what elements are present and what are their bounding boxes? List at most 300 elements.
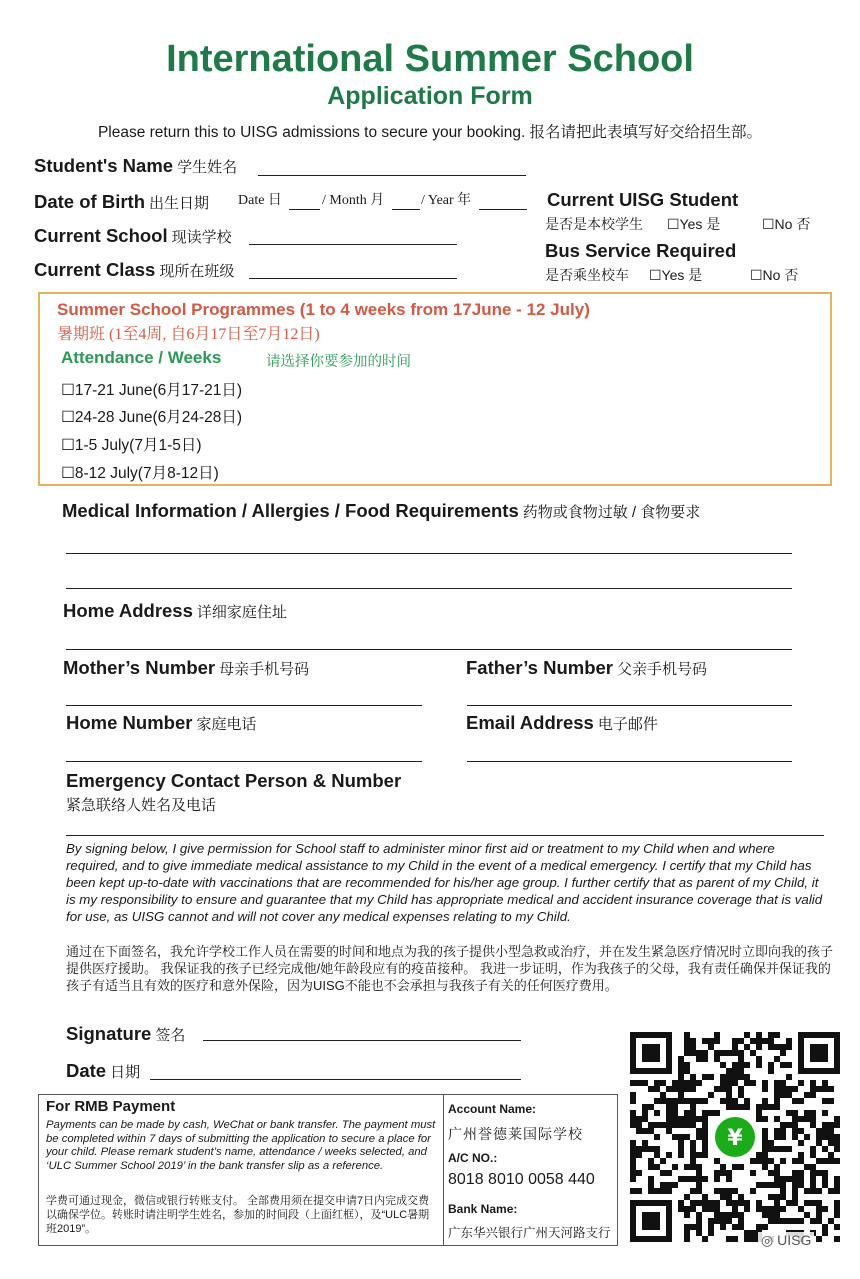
qr-module: [672, 1098, 678, 1104]
qr-module: [774, 1134, 780, 1140]
qr-module: [720, 1218, 726, 1224]
qr-module: [768, 1068, 774, 1074]
qr-module: [726, 1236, 732, 1242]
qr-module: [834, 1236, 840, 1242]
qr-module: [660, 1182, 666, 1188]
qr-module: [702, 1110, 708, 1116]
qr-module: [768, 1104, 774, 1110]
qr-module: [774, 1182, 780, 1188]
qr-module: [792, 1134, 798, 1140]
qr-module: [702, 1134, 708, 1140]
qr-module: [732, 1098, 738, 1104]
qr-module: [804, 1092, 810, 1098]
qr-module: [822, 1086, 828, 1092]
qr-module: [774, 1086, 780, 1092]
qr-module: [762, 1038, 768, 1044]
qr-module: [792, 1110, 798, 1116]
qr-module: [648, 1104, 654, 1110]
qr-module: [678, 1116, 684, 1122]
dob-date-field[interactable]: [289, 209, 320, 210]
qr-module: [780, 1188, 786, 1194]
qr-module: [720, 1062, 726, 1068]
qr-module: [780, 1218, 786, 1224]
qr-module: [738, 1056, 744, 1062]
qr-module: [708, 1230, 714, 1236]
qr-module: [678, 1092, 684, 1098]
qr-module: [720, 1170, 726, 1176]
home-number-label: Home Number 家庭电话: [66, 712, 257, 733]
qr-module: [738, 1218, 744, 1224]
dob-month-label: / Month 月: [322, 193, 385, 208]
form-subtitle: Application Form: [327, 82, 533, 110]
qr-module: [822, 1182, 828, 1188]
uisg-student-label: Current UISG Student: [547, 189, 739, 210]
qr-module: [768, 1194, 774, 1200]
dob-year-field[interactable]: [479, 209, 527, 210]
qr-module: [648, 1128, 654, 1134]
qr-module: [678, 1080, 684, 1086]
qr-module: [750, 1158, 756, 1164]
qr-module: [822, 1110, 828, 1116]
home-address-field[interactable]: [66, 649, 792, 650]
qr-module: [828, 1134, 834, 1140]
qr-module: [738, 1074, 744, 1080]
qr-module: [666, 1116, 672, 1122]
qr-module: [786, 1038, 792, 1044]
uisg-yes-checkbox[interactable]: ☐Yes 是: [667, 216, 721, 232]
qr-module: [804, 1200, 810, 1206]
qr-module: [708, 1038, 714, 1044]
qr-module: [708, 1044, 714, 1050]
date-field[interactable]: [150, 1079, 521, 1080]
qr-module: [696, 1134, 702, 1140]
qr-module: [702, 1176, 708, 1182]
qr-module: [684, 1122, 690, 1128]
qr-module: [708, 1224, 714, 1230]
qr-module: [786, 1146, 792, 1152]
qr-module: [738, 1224, 744, 1230]
qr-module: [732, 1080, 738, 1086]
qr-module: [690, 1104, 696, 1110]
qr-module: [822, 1146, 828, 1152]
qr-module: [684, 1230, 690, 1236]
qr-module: [792, 1158, 798, 1164]
qr-module: [732, 1224, 738, 1230]
dob-date-label: Date 日: [238, 193, 282, 208]
qr-module: [786, 1218, 792, 1224]
qr-module: [756, 1152, 762, 1158]
qr-module: [750, 1080, 756, 1086]
qr-module: [690, 1224, 696, 1230]
qr-module: [792, 1098, 798, 1104]
qr-module: [750, 1230, 756, 1236]
qr-module: [744, 1032, 750, 1038]
qr-module: [696, 1080, 702, 1086]
qr-module: [822, 1134, 828, 1140]
qr-module: [630, 1080, 636, 1086]
qr-module: [774, 1218, 780, 1224]
week-option-2[interactable]: ☐24-28 June(6月24-28日): [61, 409, 243, 426]
qr-module: [762, 1152, 768, 1158]
qr-module: [642, 1080, 648, 1086]
medical-field-line-1[interactable]: [66, 553, 792, 554]
emergency-contact-field[interactable]: [66, 835, 824, 836]
week-option-3[interactable]: ☐1-5 July(7月1-5日): [61, 437, 202, 454]
qr-module: [702, 1122, 708, 1128]
qr-module: [690, 1038, 696, 1044]
qr-module: [798, 1182, 804, 1188]
emergency-contact-zh: 紧急联络人姓名及电话: [66, 797, 217, 814]
qr-module: [804, 1212, 810, 1218]
qr-module: [636, 1152, 642, 1158]
qr-module: [774, 1104, 780, 1110]
qr-module: [834, 1140, 840, 1146]
qr-module: [702, 1194, 708, 1200]
account-name-label: Account Name:: [448, 1102, 537, 1116]
qr-module: [810, 1092, 816, 1098]
bank-name: 广东华兴银行广州天河路支行: [448, 1226, 611, 1240]
qr-module: [792, 1128, 798, 1134]
qr-module: [720, 1164, 726, 1170]
qr-module: [690, 1188, 696, 1194]
qr-module: [780, 1092, 786, 1098]
qr-module: [756, 1206, 762, 1212]
qr-module: [654, 1188, 660, 1194]
qr-module: [648, 1188, 654, 1194]
qr-module: [648, 1146, 654, 1152]
qr-module: [654, 1152, 660, 1158]
qr-module: [756, 1062, 762, 1068]
qr-module: [636, 1170, 642, 1176]
qr-module: [774, 1056, 780, 1062]
qr-module: [798, 1176, 804, 1182]
qr-module: [630, 1176, 636, 1182]
qr-module: [822, 1080, 828, 1086]
qr-module: [786, 1074, 792, 1080]
qr-module: [774, 1092, 780, 1098]
qr-module: [774, 1116, 780, 1122]
form-title: International Summer School: [166, 38, 694, 80]
qr-module: [672, 1134, 678, 1140]
qr-module: [708, 1092, 714, 1098]
qr-module: [756, 1056, 762, 1062]
qr-module: [756, 1104, 762, 1110]
qr-module: [630, 1098, 636, 1104]
qr-module: [720, 1212, 726, 1218]
qr-module: [684, 1116, 690, 1122]
dob-month-field[interactable]: [392, 209, 420, 210]
account-name: 广州誉德莱国际学校: [448, 1126, 583, 1142]
qr-module: [780, 1128, 786, 1134]
qr-module: [720, 1080, 726, 1086]
qr-module: [828, 1122, 834, 1128]
qr-module: [666, 1188, 672, 1194]
signature-field[interactable]: [203, 1040, 521, 1041]
bank-name-label: Bank Name:: [448, 1202, 518, 1216]
qr-module: [732, 1062, 738, 1068]
qr-module: [792, 1182, 798, 1188]
week-option-4[interactable]: ☐8-12 July(7月8-12日): [61, 465, 219, 482]
qr-module: [672, 1086, 678, 1092]
qr-module: [648, 1158, 654, 1164]
qr-module: [660, 1092, 666, 1098]
qr-module: [756, 1116, 762, 1122]
qr-module: [630, 1146, 636, 1152]
qr-module: [744, 1206, 750, 1212]
qr-module: [744, 1200, 750, 1206]
qr-module: [714, 1038, 720, 1044]
qr-module: [756, 1032, 762, 1038]
current-school-field[interactable]: [249, 244, 457, 245]
payment-divider: [443, 1094, 444, 1246]
home-address-label: Home Address 详细家庭住址: [63, 600, 287, 621]
dob-label: Date of Birth 出生日期: [34, 191, 210, 212]
qr-module: [774, 1212, 780, 1218]
qr-module: [690, 1164, 696, 1170]
qr-module: [738, 1050, 744, 1056]
payment-title: For RMB Payment: [46, 1098, 176, 1115]
qr-module: [720, 1050, 726, 1056]
qr-module: [720, 1224, 726, 1230]
qr-module: [834, 1122, 840, 1128]
qr-module: [678, 1140, 684, 1146]
qr-module: [714, 1176, 720, 1182]
qr-module: [654, 1080, 660, 1086]
qr-module: [636, 1116, 642, 1122]
qr-module: [726, 1200, 732, 1206]
qr-module: [690, 1200, 696, 1206]
qr-module: [702, 1038, 708, 1044]
qr-module: [762, 1080, 768, 1086]
qr-module: [780, 1044, 786, 1050]
bus-no-checkbox[interactable]: ☐No 否: [750, 267, 799, 283]
qr-module: [684, 1224, 690, 1230]
attendance-label: Attendance / Weeks: [61, 348, 222, 367]
qr-module: [744, 1044, 750, 1050]
qr-module: [666, 1086, 672, 1092]
qr-module: [666, 1104, 672, 1110]
qr-module: [690, 1116, 696, 1122]
qr-module: [798, 1140, 804, 1146]
father-number-field[interactable]: [467, 705, 792, 706]
qr-module: [780, 1062, 786, 1068]
qr-module: [630, 1122, 636, 1128]
qr-module: [666, 1122, 672, 1128]
qr-module: [780, 1206, 786, 1212]
qr-module: [726, 1194, 732, 1200]
qr-module: [744, 1062, 750, 1068]
qr-module: [834, 1134, 840, 1140]
qr-module: [732, 1164, 738, 1170]
qr-module: [828, 1152, 834, 1158]
week-option-1[interactable]: ☐17-21 June(6月17-21日): [61, 382, 243, 399]
qr-module: [666, 1170, 672, 1176]
qr-module: [720, 1098, 726, 1104]
qr-module: [816, 1236, 822, 1242]
qr-module: [780, 1122, 786, 1128]
student-name-field[interactable]: [258, 175, 526, 176]
qr-module: [678, 1062, 684, 1068]
qr-module: [774, 1098, 780, 1104]
signature-label: Signature 签名: [66, 1023, 186, 1044]
qr-module: [738, 1062, 744, 1068]
qr-module: [810, 1182, 816, 1188]
qr-module: [828, 1158, 834, 1164]
qr-module: [786, 1092, 792, 1098]
qr-module: [654, 1122, 660, 1128]
qr-module: [792, 1086, 798, 1092]
qr-module: [720, 1194, 726, 1200]
qr-module: [762, 1206, 768, 1212]
qr-module: [642, 1128, 648, 1134]
declaration-en: By signing below, I give permission for School staff to administer minor first aid or treatment to my Child when and where required, and to give immediate medical assistance to my Child in the event of a medical emergency. I certify that my Child has been kept up-to-date with vaccinations that are recommended for his/her age group. I further certify that as parent of my Child, it is my responsibility to ensure and guarantee that my Child has appropriate medical and accident insurance coverage that is valid for use, as UISG cannot and will not cover any medical expenses relating to my Child.: [66, 841, 823, 924]
qr-module: [732, 1206, 738, 1212]
qr-module: [648, 1176, 654, 1182]
payment-text-en: Payments can be made by cash, WeChat or bank transfer. The payment must be completed within 7 days of submitting the application to secure a place for your child. Please remark student’s name, attendance / weeks selected, and ‘ULC Summer School 2019’ in the bank transfer slip as a reference.: [46, 1119, 436, 1172]
qr-module: [708, 1110, 714, 1116]
qr-module: [738, 1086, 744, 1092]
qr-module: [678, 1098, 684, 1104]
qr-module: [708, 1074, 714, 1080]
qr-module: [828, 1188, 834, 1194]
qr-module: [810, 1164, 816, 1170]
qr-module: [726, 1050, 732, 1056]
qr-module: [654, 1146, 660, 1152]
qr-module: [726, 1188, 732, 1194]
current-class-label: Current Class 现所在班级: [34, 259, 235, 280]
qr-module: [792, 1116, 798, 1122]
qr-module: [774, 1170, 780, 1176]
dob-year-label: / Year 年: [421, 193, 472, 208]
qr-module: [792, 1170, 798, 1176]
qr-module: [666, 1110, 672, 1116]
qr-module: [780, 1176, 786, 1182]
qr-module: [804, 1188, 810, 1194]
qr-module: [702, 1098, 708, 1104]
qr-module: [798, 1080, 804, 1086]
bus-yes-checkbox[interactable]: ☐Yes 是: [649, 267, 703, 283]
wechat-qr-code[interactable]: [630, 1032, 840, 1242]
qr-module: [810, 1170, 816, 1176]
qr-module: [684, 1062, 690, 1068]
qr-module: [714, 1212, 720, 1218]
qr-module: [774, 1044, 780, 1050]
qr-module: [732, 1104, 738, 1110]
qr-module: [642, 1146, 648, 1152]
mother-number-field[interactable]: [66, 705, 422, 706]
qr-module: [696, 1182, 702, 1188]
medical-field-line-2[interactable]: [66, 588, 792, 589]
qr-module: [750, 1236, 756, 1242]
qr-module: [762, 1182, 768, 1188]
qr-module: [828, 1140, 834, 1146]
qr-module: [768, 1182, 774, 1188]
qr-module: [678, 1056, 684, 1062]
qr-module: [786, 1110, 792, 1116]
qr-module: [714, 1050, 720, 1056]
qr-module: [810, 1110, 816, 1116]
qr-module: [678, 1122, 684, 1128]
qr-module: [714, 1056, 720, 1062]
qr-module: [684, 1176, 690, 1182]
qr-module: [636, 1188, 642, 1194]
qr-module: [630, 1110, 636, 1116]
qr-module: [690, 1110, 696, 1116]
qr-module: [798, 1158, 804, 1164]
qr-module: [684, 1110, 690, 1116]
home-number-field[interactable]: [66, 761, 422, 762]
qr-module: [714, 1200, 720, 1206]
qr-module: [684, 1050, 690, 1056]
qr-module: [720, 1074, 726, 1080]
qr-module: [732, 1188, 738, 1194]
qr-module: [750, 1170, 756, 1176]
qr-module: [834, 1212, 840, 1218]
qr-module: [678, 1134, 684, 1140]
qr-module: [756, 1110, 762, 1116]
qr-module: [804, 1116, 810, 1122]
qr-module: [834, 1200, 840, 1206]
qr-module: [696, 1056, 702, 1062]
qr-module: [630, 1164, 636, 1170]
qr-module: [660, 1170, 666, 1176]
qr-module: [732, 1212, 738, 1218]
qr-module: [834, 1188, 840, 1194]
qr-module: [768, 1140, 774, 1146]
qr-module: [762, 1164, 768, 1170]
qr-module: [780, 1158, 786, 1164]
payment-text-zh: 学费可通过现金，微信或银行转账支付。 全部费用须在提交申请7日内完成交费以确保学位。转账时请注明学生姓名，参加的时间段（上面红框），及“ULC暑期班2019”。: [46, 1195, 430, 1235]
qr-module: [756, 1044, 762, 1050]
qr-module: [684, 1044, 690, 1050]
qr-module: [702, 1050, 708, 1056]
qr-module: [690, 1176, 696, 1182]
qr-module: [630, 1140, 636, 1146]
qr-module: [738, 1200, 744, 1206]
qr-module: [690, 1140, 696, 1146]
qr-module: [648, 1164, 654, 1170]
qr-module: [726, 1092, 732, 1098]
qr-module: [768, 1212, 774, 1218]
qr-module: [798, 1128, 804, 1134]
qr-module: [804, 1110, 810, 1116]
qr-module: [666, 1182, 672, 1188]
qr-module: [690, 1080, 696, 1086]
qr-module: [678, 1176, 684, 1182]
qr-module: [660, 1188, 666, 1194]
current-class-field[interactable]: [249, 278, 457, 279]
qr-module: [684, 1164, 690, 1170]
qr-module: [792, 1188, 798, 1194]
qr-module: [792, 1176, 798, 1182]
qr-module: [654, 1110, 660, 1116]
qr-module: [732, 1200, 738, 1206]
qr-module: [630, 1152, 636, 1158]
uisg-no-checkbox[interactable]: ☐No 否: [762, 216, 811, 232]
qr-module: [756, 1224, 762, 1230]
qr-module: [774, 1146, 780, 1152]
qr-module: [756, 1038, 762, 1044]
qr-module: [786, 1062, 792, 1068]
qr-module: [780, 1050, 786, 1056]
qr-module: [816, 1206, 822, 1212]
qr-module: [690, 1152, 696, 1158]
qr-module: [660, 1098, 666, 1104]
qr-module: [684, 1086, 690, 1092]
qr-module: [732, 1068, 738, 1074]
qr-module: [744, 1080, 750, 1086]
email-field[interactable]: [467, 761, 792, 762]
